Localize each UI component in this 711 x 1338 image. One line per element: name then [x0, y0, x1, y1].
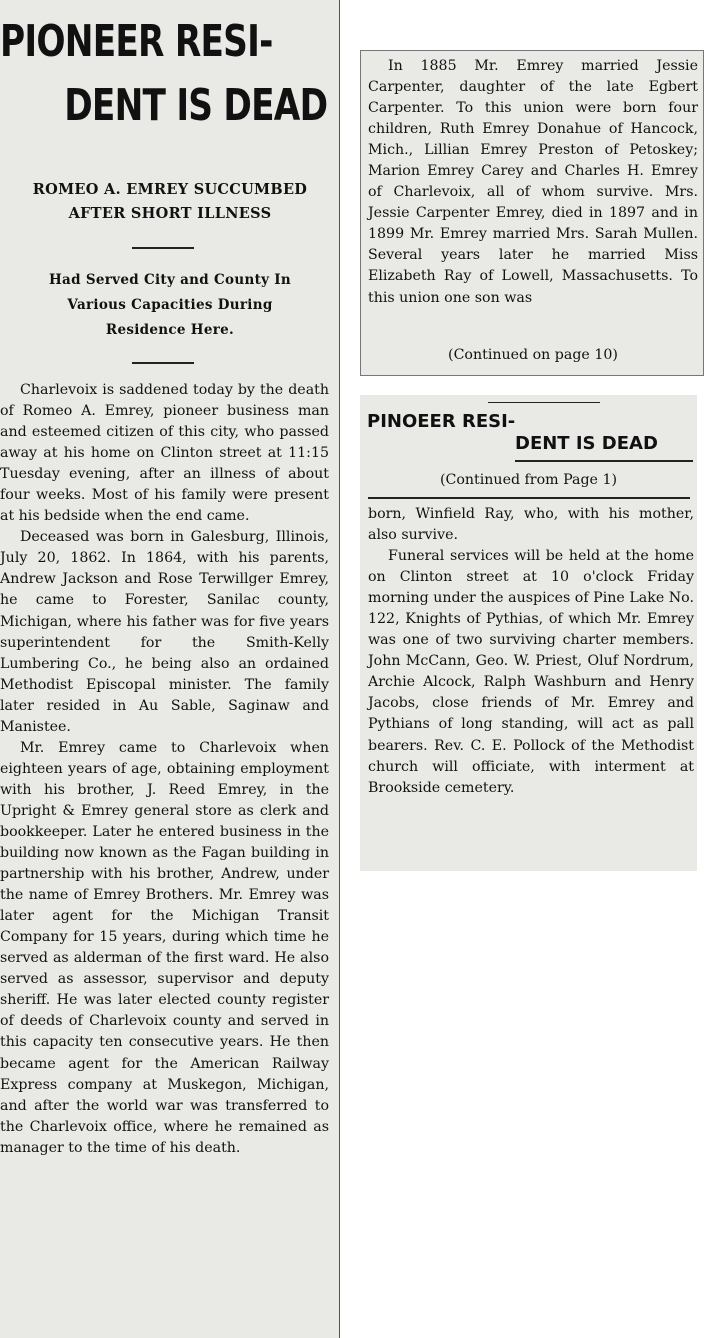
column-2-body	[368, 56, 698, 309]
deck-secondary	[0, 268, 340, 343]
body-paragraph: In 1885 Mr. Emrey married Jessie Carpenter, daughter of the late Egbert Carpenter. To this union were born four children, Ruth Emrey Donahue of Hancock, Mich., Lillian Emrey Preston of Petoskey; Marion Emrey Carey and Charles H. Emrey of Charlevoix, all of whom survive. Mrs. Jessie Carpenter Emrey, died in 1897 and in 1899 Mr. Emrey married Mrs. Sarah Mullen. Several years later he married Miss Elizabeth Ray of Lowell, Massachusetts. To this union one son was	[368, 58, 698, 306]
body-paragraph: Funeral services will be held at the home on Clinton street at 10 o'clock Friday morning under the auspices of Pine Lake No. 122, Knights of Pythias, of which Mr. Emrey was one of two surviving charter members. John McCann, Geo. W. Priest, Oluf Nordrum, Archie Alcock, Ralph Washburn and Henry Jacobs, close friends of Mr. Emrey and Pythians of long standing, will act as pall bearers. Rev. C. E. Pollock of the Methodist church will officiate, with interment at Brookside cemetery.	[368, 548, 694, 796]
article-body	[0, 380, 329, 1159]
deck-secondary-line: Various Capacities During	[67, 297, 273, 313]
continuation-headline-line-1: PINOEER RESI-	[367, 411, 516, 432]
deck-primary-line: AFTER SHORT ILLNESS	[68, 205, 272, 222]
body-paragraph: Deceased was born in Galesburg, Illinois, July 20, 1862. In 1864, with his parents, Andrew Jackson and Rose Terwillger Emrey, he came to Forester, Sanilac county, Michigan, where his father was for five years superintendent for the Smith-Kelly Lumbering Co., he being also an ordained Methodist Episcopal minister. The family later resided in Au Sable, Saginaw and Manistee.	[0, 529, 329, 735]
divider	[515, 460, 693, 462]
continuation-body	[368, 504, 694, 799]
deck-secondary-line: Had Served City and County In	[48, 272, 291, 288]
headline-line-1: PIONEER RESI-	[0, 16, 273, 67]
divider	[132, 247, 194, 249]
deck-primary	[0, 178, 340, 226]
body-paragraph: born, Winfield Ray, who, with his mother, also survive.	[368, 506, 694, 544]
continuation-headline-line-2: DENT IS DEAD	[515, 433, 658, 454]
deck-primary-line: ROMEO A. EMREY SUCCUMBED	[32, 181, 308, 198]
body-paragraph: Charlevoix is saddened today by the death of Romeo A. Emrey, pioneer business man and esteemed citizen of this city, who passed away at his home on Clinton street at 11:15 Tuesday evening, after an illness of about four weeks. Most of his family were present at his bedside when the end came.	[0, 382, 329, 525]
continued-from-note: (Continued from Page 1)	[439, 472, 618, 488]
deck-secondary-line: Residence Here.	[105, 322, 235, 338]
article-column-1	[0, 0, 340, 1338]
divider	[368, 497, 690, 499]
headline-line-2: DENT IS DEAD	[63, 80, 327, 131]
continued-on-note: (Continued on page 10)	[448, 347, 618, 363]
divider	[132, 362, 194, 364]
body-paragraph: Mr. Emrey came to Charlevoix when eighteen years of age, obtaining employment with his brother, J. Reed Emrey, in the Upright & Emrey general store as clerk and bookkeeper. Later he entered business in the building now known as the Fagan building in partnership with his brother, Andrew, under the name of Emrey Brothers. Mr. Emrey was later agent for the Michigan Transit Company for 15 years, during which time he served as alderman of the first ward. He also served as assessor, supervisor and deputy sheriff. He was later elected county register of deeds of Charlevoix county and served in this capacity ten consecutive years. He then became agent for the American Railway Express company at Muskegon, Michigan, and after the world war was transferred to the Charlevoix office, where he remained as manager to the time of his death.	[0, 739, 329, 1156]
divider	[488, 402, 600, 403]
